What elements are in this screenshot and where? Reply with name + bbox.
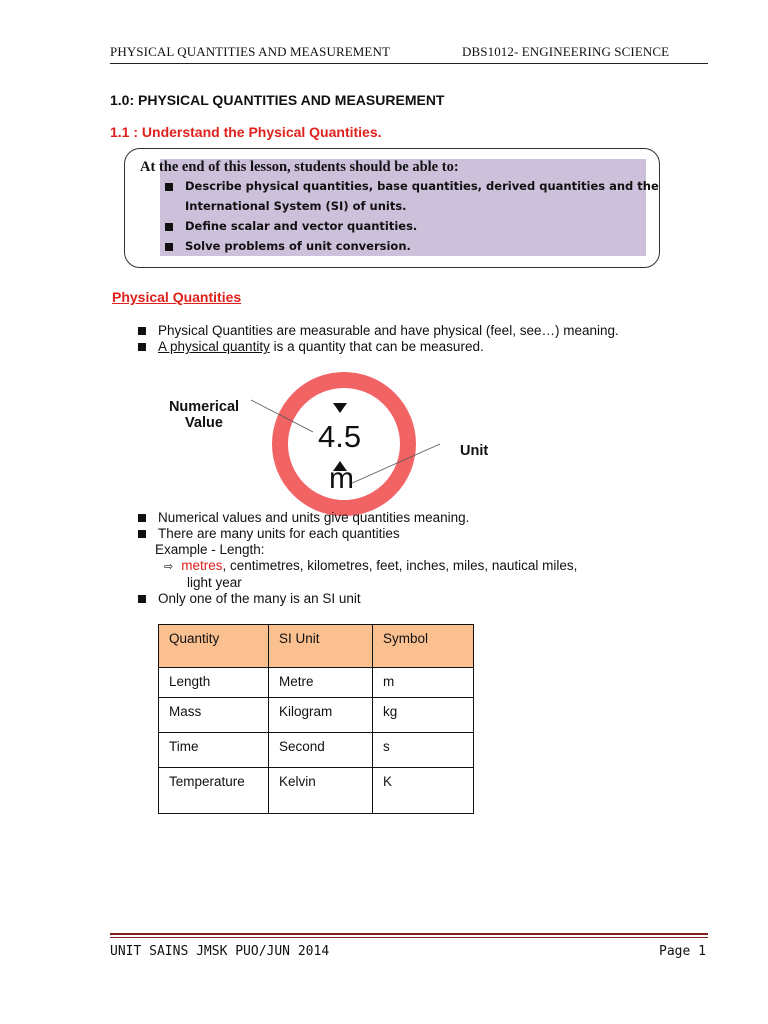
bullet-text: Numerical values and units give quantities meaning. xyxy=(158,510,470,525)
table-cell: s xyxy=(373,733,474,768)
header-cell: SI Unit xyxy=(269,625,373,668)
subsection-heading: 1.1 : Understand the Physical Quantities. xyxy=(110,124,382,140)
objectives-intro: At the end of this lesson, students should be able to: xyxy=(140,159,459,175)
table-row xyxy=(159,733,474,768)
running-header-right: DBS1012- ENGINEERING SCIENCE xyxy=(462,44,670,59)
objective-text: Describe physical quantities, base quantities, derived quantities and the xyxy=(185,179,659,193)
bullet-text: Only one of the many is an SI unit xyxy=(158,591,361,606)
footer-rule-thick xyxy=(110,933,708,935)
example-list xyxy=(164,558,577,573)
si-units-table xyxy=(158,624,474,814)
table-cell: Length xyxy=(159,668,269,698)
triangle-down-icon xyxy=(333,403,347,413)
numerical-value-label xyxy=(160,399,248,431)
example-rest: , centimetres, kilometres, feet, inches, miles, nautical miles, xyxy=(222,558,578,573)
example-highlight: metres xyxy=(181,558,223,573)
header-cell: Symbol xyxy=(373,625,474,668)
unit-symbol: m xyxy=(329,462,354,495)
objective-text: International System (SI) of units. xyxy=(185,199,407,213)
example-list-continued: light year xyxy=(187,575,242,590)
square-bullet-icon xyxy=(138,514,146,522)
hollow-arrow-icon: ⇨ xyxy=(164,561,174,573)
footer-rule-thin xyxy=(110,937,708,938)
underlined-term: A physical quantity xyxy=(158,339,270,354)
table-cell: Kelvin xyxy=(269,768,373,814)
table-row xyxy=(159,698,474,733)
running-header-left: PHYSICAL QUANTITIES AND MEASUREMENT xyxy=(110,44,390,59)
table-row xyxy=(159,668,474,698)
example-label: Example - Length: xyxy=(155,542,265,557)
square-bullet-icon xyxy=(138,595,146,603)
table-row xyxy=(159,768,474,814)
page-number: Page 1 xyxy=(659,944,706,959)
numerical-leader-line xyxy=(251,400,313,432)
table-cell: Time xyxy=(159,733,269,768)
header-cell: Quantity xyxy=(159,625,269,668)
table-cell: m xyxy=(373,668,474,698)
table-cell: K xyxy=(373,768,474,814)
objective-text: Define scalar and vector quantities. xyxy=(185,219,418,233)
bullet-text-rest: is a quantity that can be measured. xyxy=(269,339,484,354)
footer-left: UNIT SAINS JMSK PUO/JUN 2014 xyxy=(110,944,330,959)
table-cell: kg xyxy=(373,698,474,733)
table-cell: Kilogram xyxy=(269,698,373,733)
label-line-2: Value xyxy=(185,415,223,431)
square-bullet-icon xyxy=(138,530,146,538)
table-cell: Temperature xyxy=(159,768,269,814)
bullet-text: There are many units for each quantities xyxy=(158,526,400,541)
objective-text: Solve problems of unit conversion. xyxy=(185,239,411,253)
unit-leader-line xyxy=(350,444,440,484)
section-title: Physical Quantities xyxy=(112,289,242,305)
table-header-row xyxy=(159,625,474,668)
bullet-text: Physical Quantities are measurable and have physical (feel, see…) meaning. xyxy=(158,323,619,338)
unit-label: Unit xyxy=(460,443,489,459)
table-cell: Second xyxy=(269,733,373,768)
label-line-1: Numerical xyxy=(168,399,240,415)
table-cell: Metre xyxy=(269,668,373,698)
chapter-heading: 1.0: PHYSICAL QUANTITIES AND MEASUREMENT xyxy=(110,92,445,108)
numerical-value: 4.5 xyxy=(318,419,362,454)
table-cell: Mass xyxy=(159,698,269,733)
